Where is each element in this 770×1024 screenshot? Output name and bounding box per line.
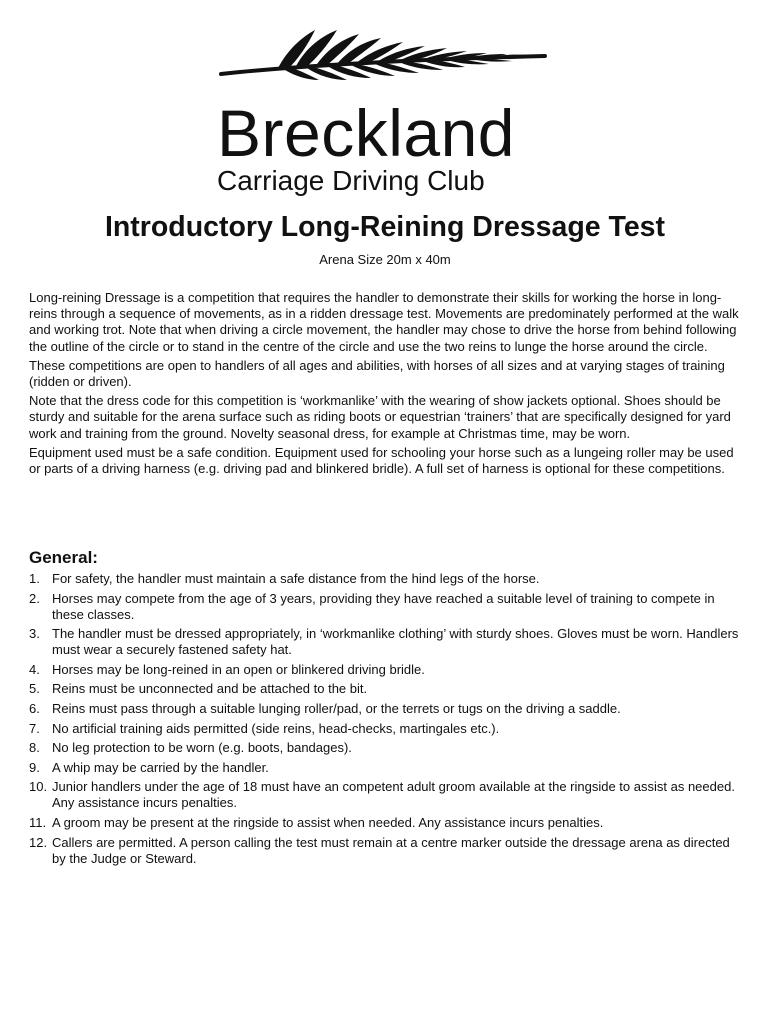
list-item — [29, 591, 744, 623]
list-item — [29, 571, 744, 587]
item-number: 5. — [29, 681, 40, 697]
item-number: 2. — [29, 590, 40, 606]
club-logo — [215, 26, 560, 196]
intro-paragraph: Long-reining Dressage is a competition that requires the handler to demonstrate their skills for working the horse in long-reins through a sequence of movements, as in a ridden dressage test. Movements are predominately performed at the walk and working trot. Note that when driving a circle movement, the handler may chose to drive the horse from behind following the outline of the circle or to stand in the centre of the circle and use the two reins to lunge the horse around the circle. — [29, 290, 739, 354]
item-number: 3. — [29, 626, 40, 642]
list-item — [29, 779, 744, 811]
club-subtitle: Carriage Driving Club — [217, 165, 485, 196]
list-item — [29, 721, 744, 737]
list-item — [29, 835, 744, 867]
general-rules-list — [29, 571, 744, 870]
intro-section — [29, 290, 744, 480]
item-number: 8. — [29, 740, 40, 756]
list-item — [29, 740, 744, 756]
item-text: Horses may compete from the age of 3 years, providing they have reached a suitable level of training to compete in these classes. — [52, 590, 715, 622]
list-item — [29, 626, 744, 658]
general-heading: General: — [29, 548, 98, 567]
list-item — [29, 681, 744, 697]
item-text: Junior handlers under the age of 18 must have an competent adult groom available at the ringside to assist as needed. Any assistance incurs penalties. — [52, 779, 735, 811]
item-text: No artificial training aids permitted (side reins, head-checks, martingales etc.). — [52, 720, 500, 736]
item-number: 6. — [29, 700, 40, 716]
list-item — [29, 760, 744, 776]
item-text: For safety, the handler must maintain a safe distance from the hind legs of the horse. — [52, 571, 540, 586]
intro-paragraph: Note that the dress code for this competition is ‘workmanlike’ with the wearing of show jackets optional. Shoes should be sturdy and suitable for the arena surface such as riding boots or equestrian ‘trainers’ that are specifically designed for yard work and training from the ground. Novelty seasonal dress, for example at Christmas time, may be worn. — [29, 393, 731, 441]
item-number: 4. — [29, 661, 40, 677]
list-item — [29, 701, 744, 717]
item-text: No leg protection to be worn (e.g. boots, bandages). — [52, 740, 352, 756]
item-number: 10. — [29, 779, 48, 795]
arena-size: Arena Size 20m x 40m — [319, 252, 451, 267]
item-text: A groom may be present at the ringside to assist when needed. Any assistance incurs penalties. — [52, 814, 604, 830]
page-title: Introductory Long-Reining Dressage Test — [104, 211, 666, 243]
intro-paragraph: These competitions are open to handlers of all ages and abilities, with horses of all sizes and at varying stages of training (ridden or driven). — [29, 357, 725, 390]
item-text: Callers are permitted. A person calling the test must remain at a centre marker outside the dressage arena as directed by the Judge or Steward. — [52, 834, 730, 866]
item-number: 9. — [29, 759, 40, 775]
list-item — [29, 662, 744, 678]
item-number: 11. — [29, 814, 47, 830]
item-text: Horses may be long-reined in an open or blinkered driving bridle. — [52, 661, 425, 677]
list-item — [29, 815, 744, 831]
item-number: 1. — [29, 571, 40, 586]
intro-paragraph: Equipment used must be a safe condition. Equipment used for schooling your horse such as a lungeing roller may be used or parts of a driving harness (e.g. driving pad and blinkered bridle). A full set of harness is optional for these competitions. — [29, 444, 734, 477]
item-text: The handler must be dressed appropriately, in ‘workmanlike clothing’ with sturdy shoes. Gloves must be worn. Handlers must wear a securely fastened safety hat. — [52, 626, 739, 658]
club-name: Breckland — [217, 96, 515, 170]
item-number: 12. — [29, 834, 48, 850]
item-text: Reins must be unconnected and be attached to the bit. — [52, 681, 368, 697]
fern-leaf-icon — [215, 26, 560, 86]
item-text: A whip may be carried by the handler. — [52, 759, 269, 775]
item-number: 7. — [29, 720, 40, 736]
item-text: Reins must pass through a suitable lunging roller/pad, or the terrets or tugs on the driving a saddle. — [52, 700, 621, 716]
